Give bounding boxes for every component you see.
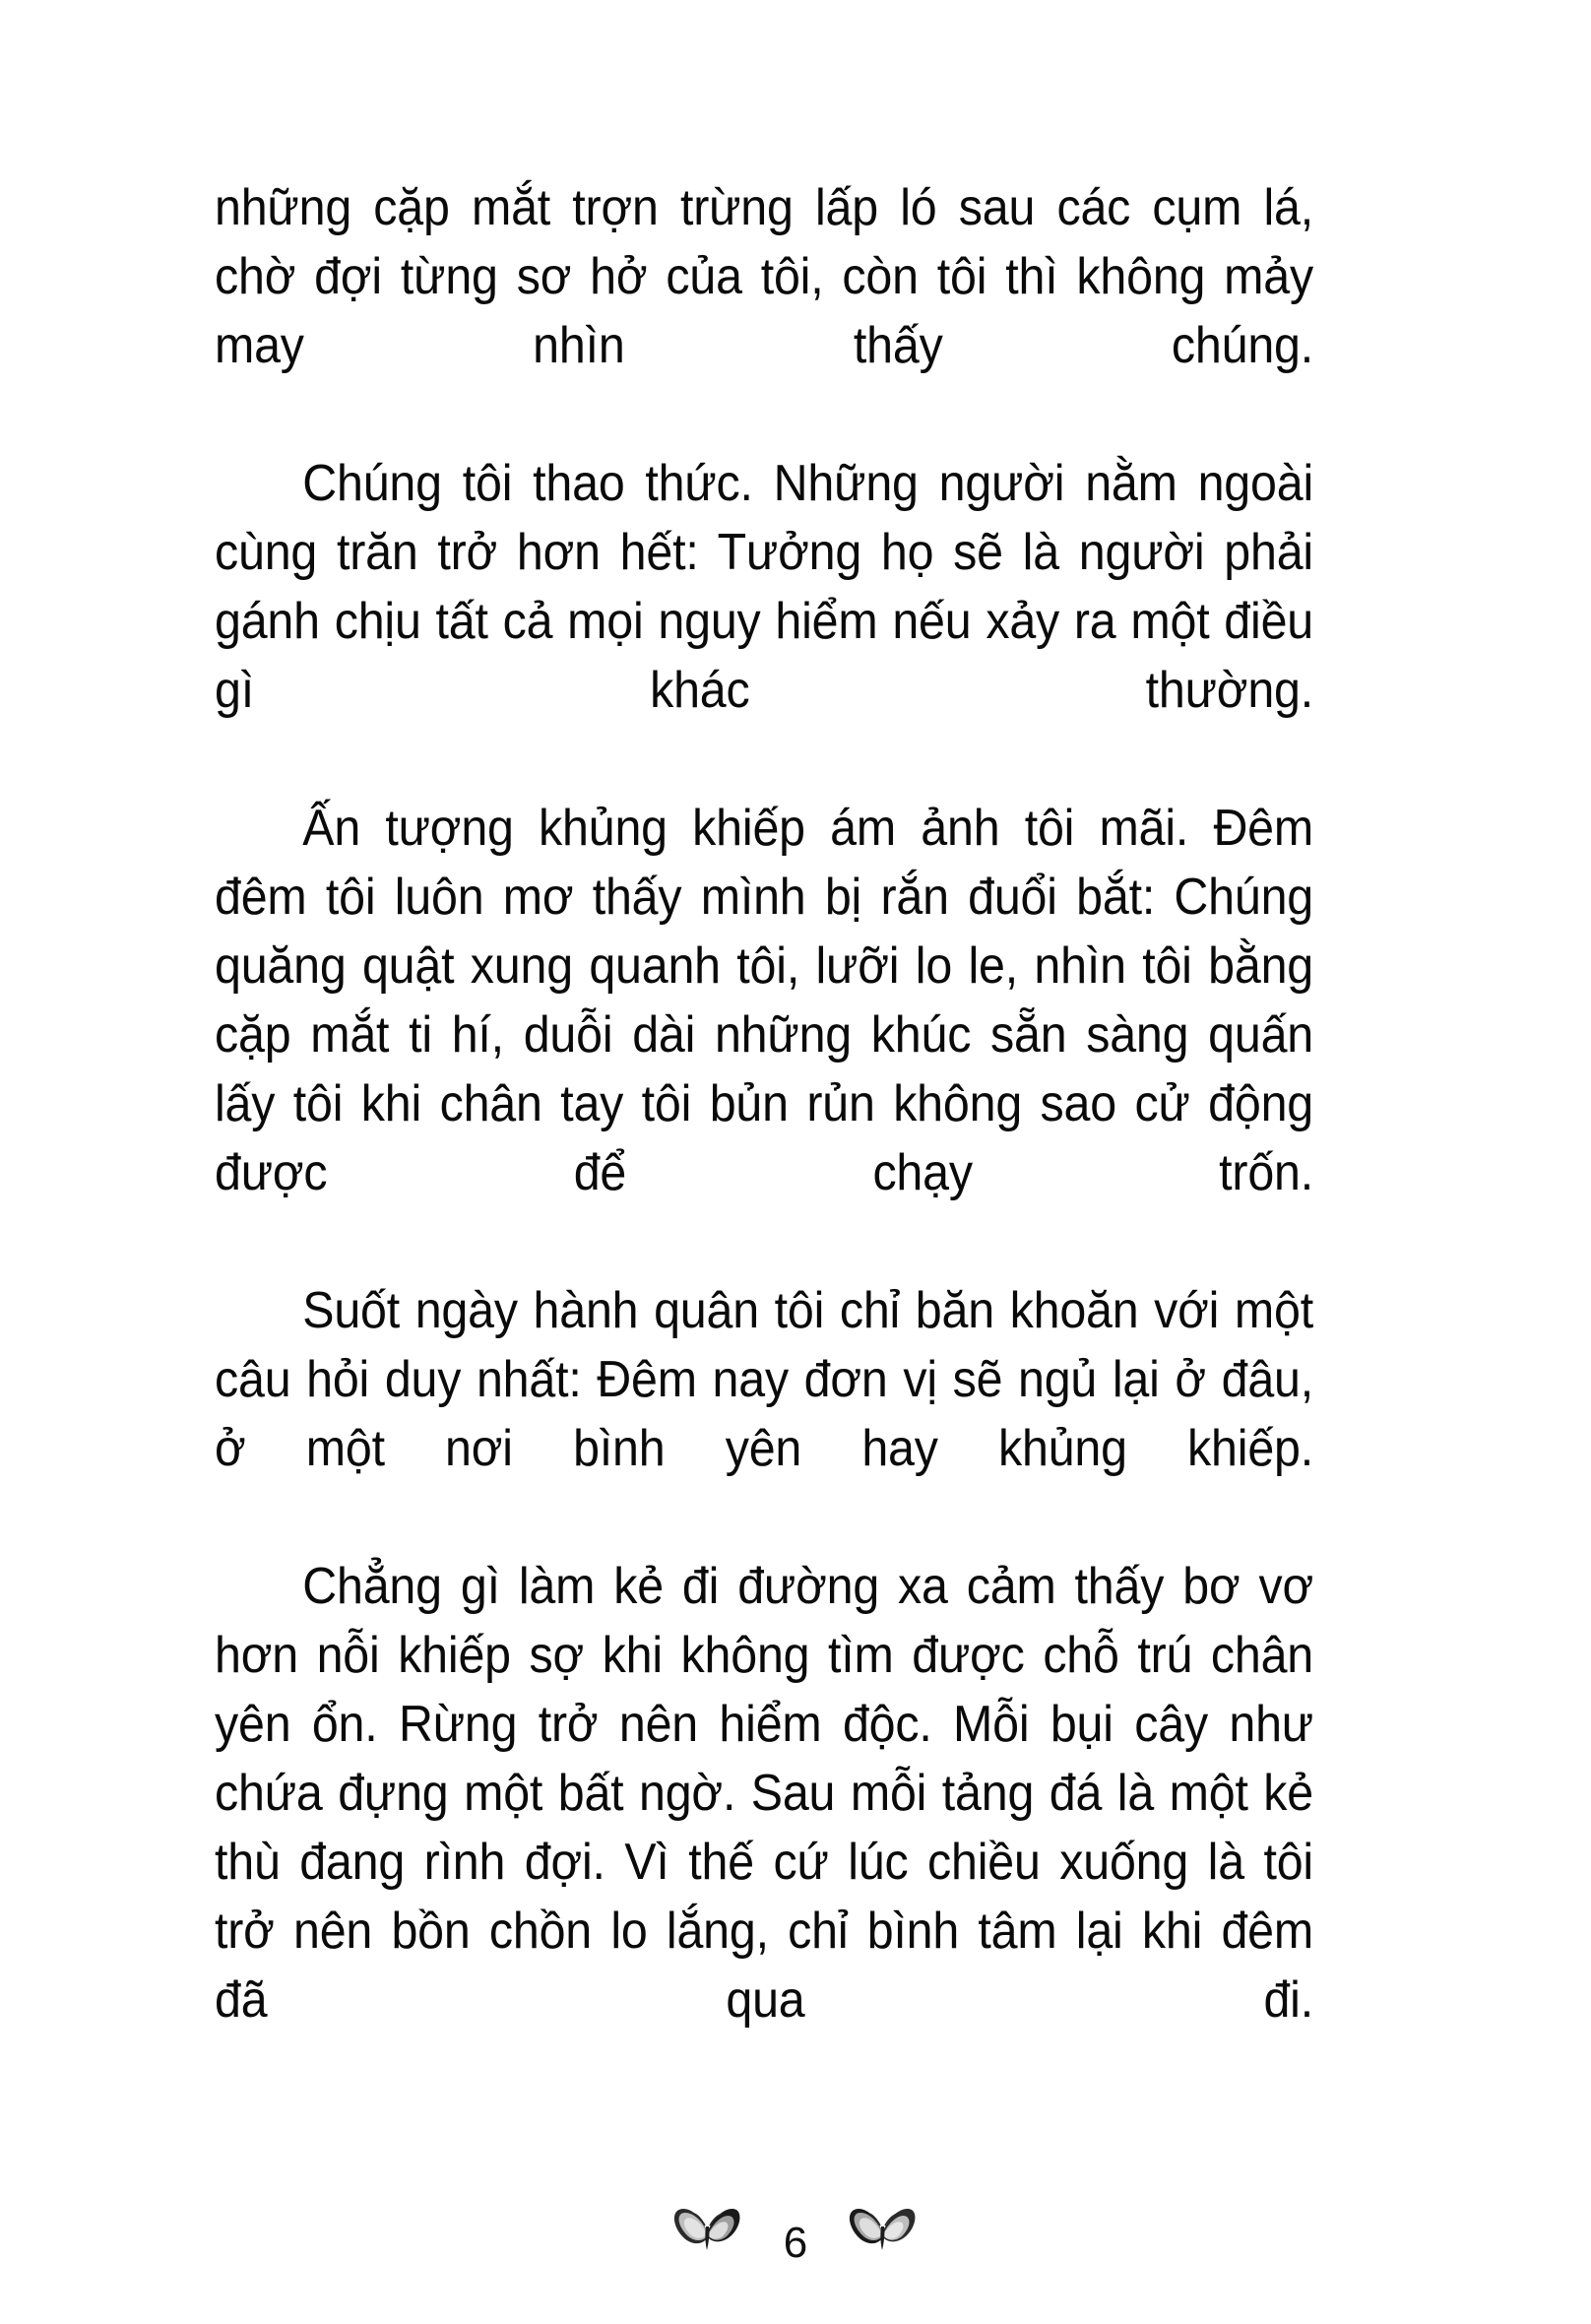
paragraph: Chúng tôi thao thức. Những người nằm ngoài cùng trăn trở hơn hết: Tưởng họ sẽ là người phải gánh chịu tất cả mọi nguy hiểm nếu xảy ra một điều gì khác thường. <box>215 455 1313 719</box>
page-text-block <box>215 173 1396 2103</box>
paragraph: Chẳng gì làm kẻ đi đường xa cảm thấy bơ vơ hơn nỗi khiếp sợ khi không tìm được chỗ trú chân yên ổn. Rừng trở nên hiểm độc. Mỗi bụi cây như chứa đựng một bất ngờ. Sau mỗi tảng đá là một kẻ thù đang rình đợi. Vì thế cứ lúc chiều xuống là tôi trở nên bồn chồn lo lắng, chỉ bình tâm lại khi đêm đã qua đi. <box>215 1558 1313 2029</box>
page-number: 6 <box>783 2219 808 2267</box>
butterfly-icon <box>847 2199 920 2262</box>
butterfly-icon <box>671 2199 744 2262</box>
paragraph: Ấn tượng khủng khiếp ám ảnh tôi mãi. Đêm đêm tôi luôn mơ thấy mình bị rắn đuổi bắt: Chúng quăng quật xung quanh tôi, lưỡi lo le, nhìn tôi bằng cặp mắt ti hí, duỗi dài những khúc sẵn sàng quấn lấy tôi khi chân tay tôi bủn rủn không sao cử động được để chạy trốn. <box>215 800 1313 1201</box>
paragraph: những cặp mắt trợn trừng lấp ló sau các cụm lá, chờ đợi từng sơ hở của tôi, còn tôi thì không mảy may nhìn thấy chúng. <box>215 179 1313 374</box>
page-footer <box>0 2171 1591 2290</box>
paragraph: Suốt ngày hành quân tôi chỉ băn khoăn với một câu hỏi duy nhất: Đêm nay đơn vị sẽ ngủ lại ở đâu, ở một nơi bình yên hay khủng khiếp. <box>215 1282 1313 1477</box>
